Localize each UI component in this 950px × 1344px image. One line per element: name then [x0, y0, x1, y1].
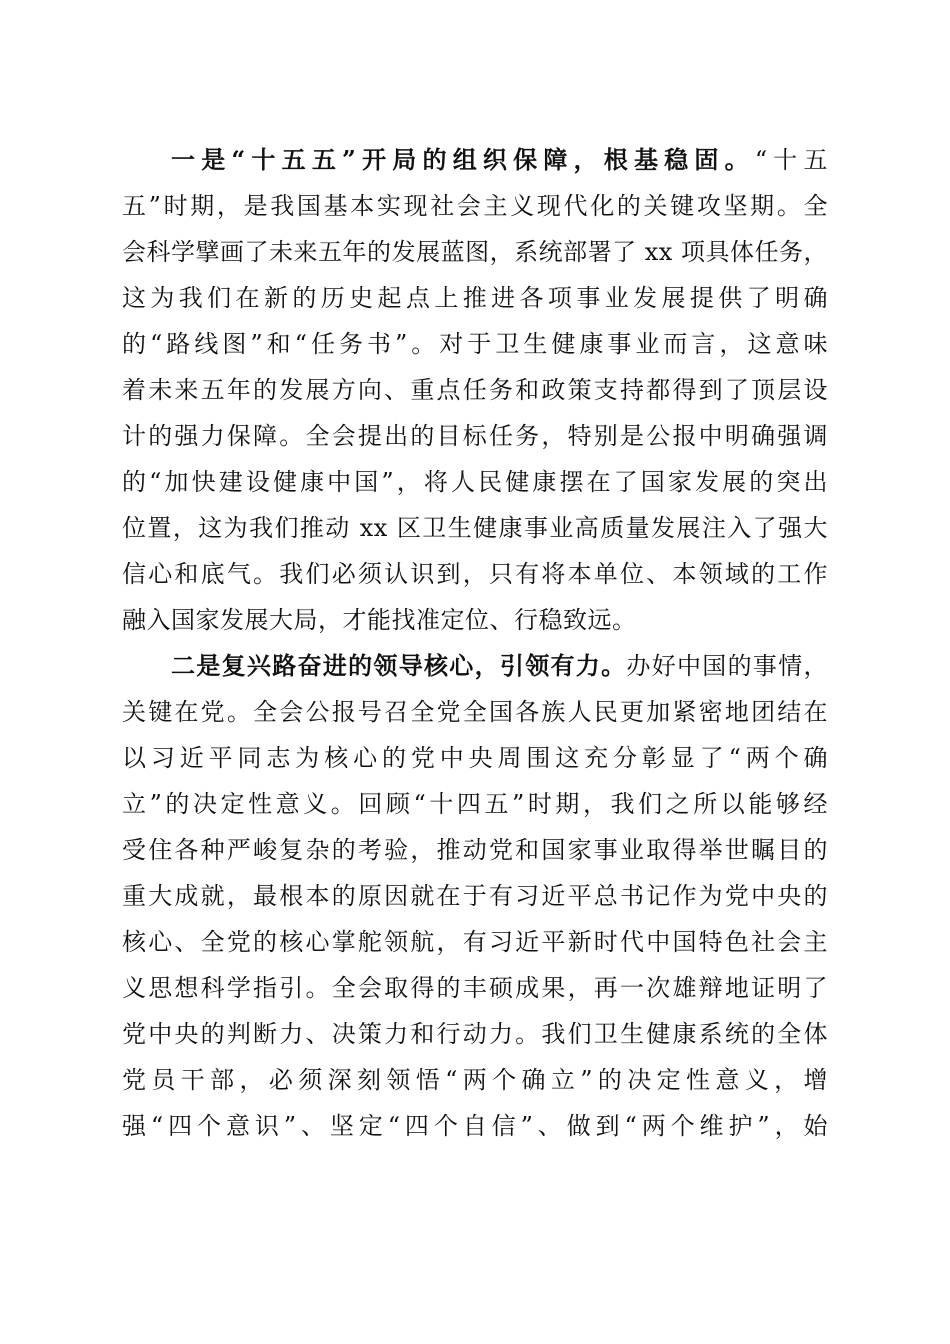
paragraph2-heading: 二是复兴路奋进的领导核心，引领有力。	[171, 651, 627, 680]
paragraph1-line-3: 会科学擘画了未来五年的发展蓝图，系统部署了 xx 项具体任务，	[122, 238, 828, 266]
paragraph2-line-5: 受住各种严峻复杂的考验，推动党和国家事业取得举世瞩目的	[122, 836, 828, 864]
paragraph1-heading: 一是“十五五”开局的组织保障，根基稳固。	[171, 145, 755, 174]
paragraph2-line-11: 强“四个意识”、坚定“四个自信”、做到“两个维护”，始	[122, 1112, 828, 1140]
paragraph2-line-8: 义思想科学指引。全会取得的丰硕成果，再一次雄辩地证明了	[122, 974, 828, 1002]
paragraph1-line-7: 计的强力保障。全会提出的目标任务，特别是公报中明确强调	[122, 422, 828, 450]
paragraph1-line-11: 融入国家发展大局，才能找准定位、行稳致远。	[122, 606, 637, 634]
paragraph1-line-10: 信心和底气。我们必须认识到，只有将本单位、本领域的工作	[122, 560, 828, 588]
paragraph2-line-7: 核心、全党的核心掌舵领航，有习近平新时代中国特色社会主	[122, 928, 828, 956]
paragraph1-line-1-text: “十五	[754, 146, 829, 174]
paragraph2-line-1	[171, 643, 828, 689]
paragraph2-line-1-text: 办好中国的事情，	[626, 652, 829, 680]
paragraph2-line-6: 重大成就，最根本的原因就在于有习近平总书记作为党中央的	[122, 882, 828, 910]
paragraph1-line-4: 这为我们在新的历史起点上推进各项事业发展提供了明确	[122, 284, 828, 312]
paragraph1-line-8: 的“加快建设健康中国”，将人民健康摆在了国家发展的突出	[122, 468, 828, 496]
paragraph2-line-2: 关键在党。全会公报号召全党全国各族人民更加紧密地团结在	[122, 698, 828, 726]
paragraph2-line-9: 党中央的判断力、决策力和行动力。我们卫生健康系统的全体	[122, 1020, 828, 1048]
paragraph1-line-5: 的“路线图”和“任务书”。对于卫生健康事业而言，这意味	[122, 330, 828, 358]
paragraph2-line-3: 以习近平同志为核心的党中央周围这充分彰显了“两个确	[122, 744, 828, 772]
paragraph2-line-4: 立”的决定性意义。回顾“十四五”时期，我们之所以能够经	[122, 790, 828, 818]
paragraph1-line-6: 着未来五年的发展方向、重点任务和政策支持都得到了顶层设	[122, 376, 828, 404]
paragraph1-line-2: 五”时期，是我国基本实现社会主义现代化的关键攻坚期。全	[122, 192, 828, 220]
paragraph1-line-9: 位置，这为我们推动 xx 区卫生健康事业高质量发展注入了强大	[122, 514, 828, 542]
paragraph2-line-10: 党员干部，必须深刻领悟“两个确立”的决定性意义，增	[122, 1066, 828, 1094]
paragraph1-line-1	[171, 137, 828, 183]
